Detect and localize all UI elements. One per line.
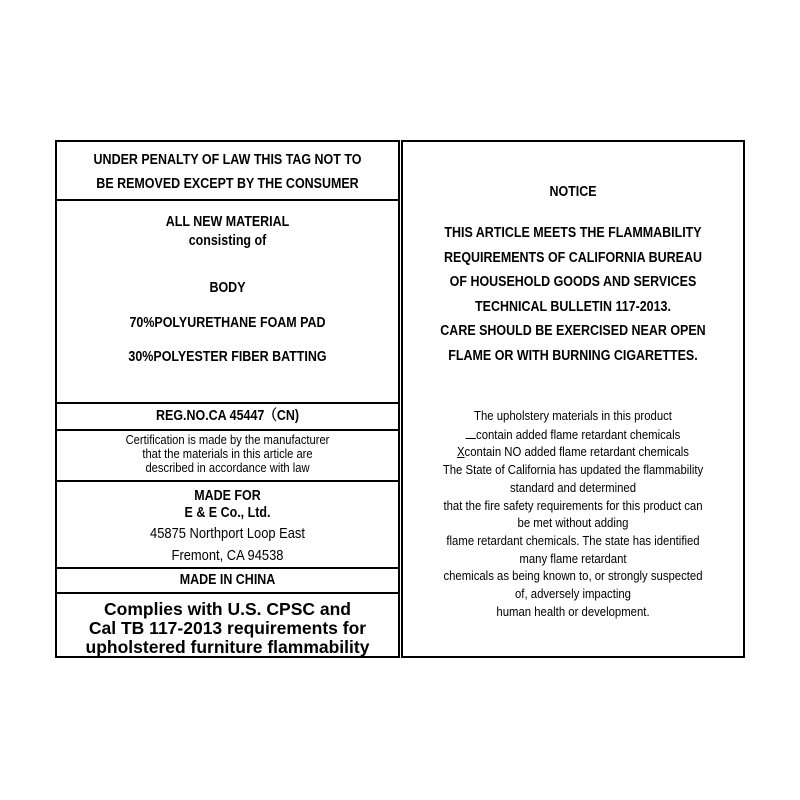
disclosure-intro: The upholstery materials in this product [474, 408, 672, 423]
notice-title [403, 184, 743, 200]
option-none-text: contain NO added flame retardant chemicals [464, 444, 689, 460]
notice-line: OF HOUSEHOLD GOODS AND SERVICES [449, 274, 697, 291]
notice-title-text: NOTICE [549, 184, 597, 200]
warning-line: UNDER PENALTY OF LAW THIS TAG NOT TO [93, 152, 362, 168]
disclosure-line: standard and determined [509, 479, 637, 495]
compliance-section [57, 594, 398, 656]
material-consisting: consisting of [188, 233, 267, 249]
notice-line: REQUIREMENTS OF CALIFORNIA BUREAU [444, 249, 702, 266]
disclosure-line: of, adversely impacting [515, 586, 631, 602]
certification-line: that the materials in this article are [142, 446, 313, 461]
made-for-section [57, 482, 398, 569]
warning-section [57, 142, 398, 201]
origin-section [57, 569, 398, 594]
company-name: E & E Co., Ltd. [184, 505, 271, 521]
material-body-label: BODY [209, 280, 246, 296]
compliance-line: Cal TB 117-2013 requirements for [88, 618, 367, 638]
unchecked-blank [466, 425, 476, 439]
left-panel [55, 140, 400, 658]
material-component: 70%POLYURETHANE FOAM PAD [129, 315, 326, 331]
material-section [57, 201, 398, 404]
disclosure-line: flame retardant chemicals. The state has identified [446, 532, 700, 548]
origin-text: MADE IN CHINA [179, 572, 276, 588]
compliance-line: upholstered furniture flammability [85, 637, 370, 657]
disclosure-line: The State of California has updated the flammability [442, 462, 704, 478]
compliance-line: Complies with U.S. CPSC and [104, 599, 351, 619]
disclosure-line: many flame retardant [519, 550, 627, 566]
disclosure-line: human health or development. [496, 603, 650, 619]
certification-line: described in accordance with law [145, 460, 310, 475]
notice-line: THIS ARTICLE MEETS THE FLAMMABILITY [444, 225, 702, 241]
notice-line: TECHNICAL BULLETIN 117-2013. [475, 298, 671, 315]
checked-mark: X [456, 444, 465, 460]
notice-line: CARE SHOULD BE EXERCISED NEAR OPEN [440, 323, 706, 340]
notice-line: FLAME OR WITH BURNING CIGARETTES. [448, 347, 698, 364]
disclosure-line: be met without adding [517, 515, 629, 531]
registration-number [57, 404, 398, 431]
warning-line: BE REMOVED EXCEPT BY THE CONSUMER [96, 176, 359, 192]
certification-section [57, 431, 398, 482]
material-heading: ALL NEW MATERIAL [165, 214, 290, 230]
disclosure-line: that the fire safety requirements for this product can [443, 497, 703, 513]
disclosure-option-none [427, 443, 719, 461]
right-panel [401, 140, 745, 658]
notice-statement [403, 221, 743, 369]
option-added-text: contain added flame retardant chemicals [476, 426, 681, 442]
flame-retardant-disclosure [403, 407, 743, 620]
law-tag [55, 140, 745, 658]
disclosure-option-added [427, 425, 719, 444]
certification-line: Certification is made by the manufacturer [125, 432, 330, 447]
registration-text: REG.NO.CA 45447（CN) [155, 408, 299, 424]
disclosure-line: chemicals as being known to, or strongly suspected [443, 568, 703, 584]
company-address: 45875 Northport Loop East [150, 525, 305, 542]
material-component: 30%POLYESTER FIBER BATTING [128, 349, 327, 365]
company-address: Fremont, CA 94538 [171, 547, 284, 564]
made-for-label: MADE FOR [194, 488, 261, 504]
